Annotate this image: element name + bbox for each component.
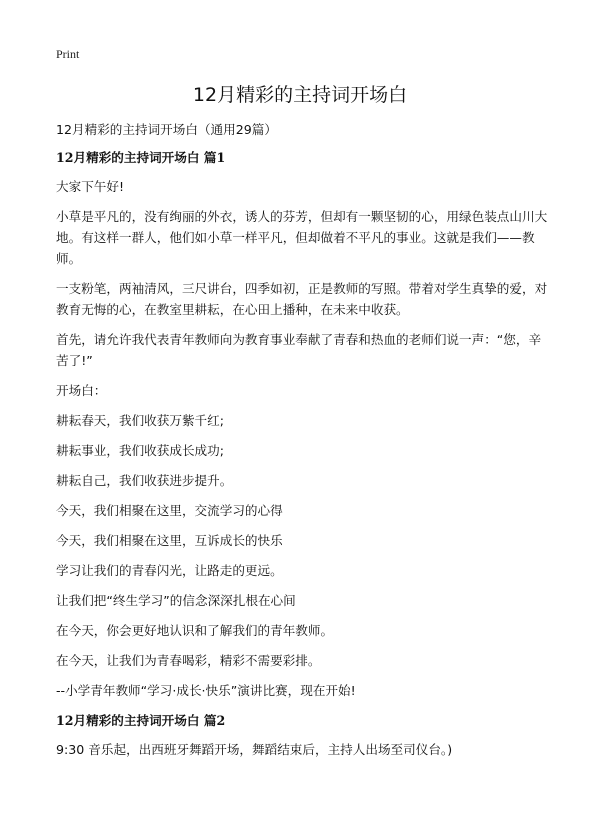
document-subtitle: 12月精彩的主持词开场白（通用29篇） [56, 122, 277, 137]
paragraph: 在今天，让我们为青春喝彩，精彩不需要彩排。 [56, 653, 321, 668]
paragraph: 大家下午好! [56, 179, 125, 194]
paragraph: 学习让我们的青春闪光，让路走的更远。 [56, 563, 283, 578]
document-body [56, 119, 548, 769]
section-heading-2: 12月精彩的主持词开场白 篇2 [56, 713, 226, 728]
print-label: Print [56, 47, 80, 61]
paragraph: 小草是平凡的，没有绚丽的外衣，诱人的芬芳，但却有一颗坚韧的心，用绿色装点山川大地。有这样一群人，他们如小草一样平凡，但却做着不平凡的事业。这就是我们——教师。 [56, 209, 548, 266]
paragraph: 首先，请允许我代表青年教师向为教育事业奉献了青春和热血的老师们说一声：“您，辛苦了!” [56, 332, 542, 368]
paragraph: 耕耘春天，我们收获万紫千红; [56, 413, 224, 428]
section-heading-1: 12月精彩的主持词开场白 篇1 [56, 150, 226, 165]
paragraph: 耕耘自己，我们收获进步提升。 [56, 473, 233, 488]
paragraph: 9:30 音乐起，出西班牙舞蹈开场，舞蹈结束后，主持人出场至司仪台。) [56, 742, 453, 757]
paragraph: 一支粉笔，两袖清风，三尺讲台，四季如初，正是教师的写照。带着对学生真挚的爱，对教育无悔的心，在教室里耕耘，在心田上播种，在未来中收获。 [56, 281, 548, 317]
paragraph: --小学青年教师“学习·成长·快乐”演讲比赛，现在开始! [56, 683, 356, 698]
paragraph: 开场白： [56, 383, 107, 398]
paragraph: 今天，我们相聚在这里，互诉成长的快乐 [56, 533, 283, 548]
paragraph: 让我们把“终生学习”的信念深深扎根在心间 [56, 593, 296, 608]
page-title: 12月精彩的主持词开场白 [192, 84, 408, 106]
paragraph: 耕耘事业，我们收获成长成功; [56, 443, 224, 458]
paragraph: 在今天，你会更好地认识和了解我们的青年教师。 [56, 623, 334, 638]
paragraph: 今天，我们相聚在这里，交流学习的心得 [56, 503, 283, 518]
